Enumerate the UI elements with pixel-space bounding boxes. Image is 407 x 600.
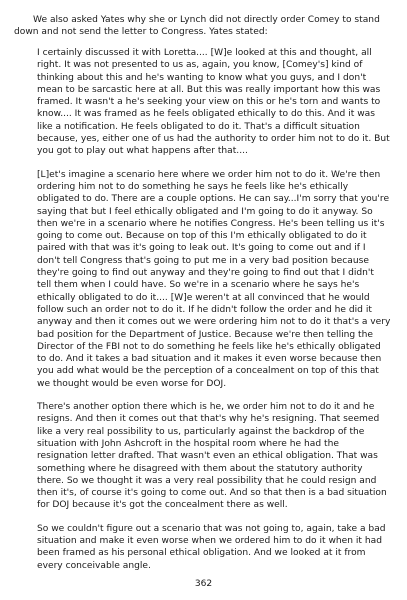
- quote-paragraph-3: There's another option there which is he, we order him not to do it and he resigns. And then it comes out that that's why he's resigning. That seemed like a very real possibility to us, particularly against the backdrop of the situation with John Ashcroft in the hospital room where he had the resignation letter drafted. That wasn't even an ethical obligation. That was something where he disagreed with them about the statutory authority there. So we thought it was a very real possibility that he could resign and then it's, of course it's going to come out. And so that then is a bad situation for DOJ because it's got the concealment there as well.: [37, 402, 387, 511]
- page-number: 362: [194, 579, 213, 589]
- intro-paragraph: We also asked Yates why she or Lynch did not directly order Comey to stand down and not send the letter to Congress. Yates stated:: [14, 15, 380, 38]
- quote-paragraph-4: So we couldn't figure out a scenario that was not going to, again, take a bad situation and make it even worse when we ordered him to do it when it had been framed as his personal ethical obligation. And we looked at it from every conceivable angle.: [37, 523, 386, 571]
- block-quote: [37, 47, 391, 583]
- quote-paragraph-1: I certainly discussed it with Loretta.... [W]e looked at this and thought, all right. It was not presented to us as, again, you know, [Comey's] kind of thinking about this and he's wanting to know what you guys, and I don't mean to be sarcastic here at all. But this was really important how this was framed. It wasn't a he's seeking your view on this or he's torn and wants to know.... It was framed as he feels obligated ethically to do this. And it was like a notification. He feels obligated to do it. That's a difficult situation because, yes, either one of us had the authority to order him not to do it. But you got to play out what happens after that....: [37, 48, 390, 157]
- quote-paragraph-2: [L]et's imagine a scenario here where we order him not to do it. We're then ordering him not to do something he says he feels like he's ethically obligated to do. There are a couple options. He can say...I'm sorry that you're saying that but I feel ethically obligated and I'm going to do it anyway. So then we're in a scenario where he notifies Congress. He's been telling us it's going to come out. Because on top of this I'm ethically obligated to do it paired with that was it's going to leak out. It's going to come out and if I don't tell Congress that's going to put me in a very bad position because they're going to find out anyway and they're going to find out that I didn't tell them when I could have. So we're in a scenario where he says he's ethically obligated to do it.... [W]e weren't at all convinced that he would follow such an order not to do it. If he didn't follow the order and he did it anyway and then it comes out we were ordering him not to do it that's a very bad position for the Department of Justice. Because we're then telling the Director of the FBI not to do something he feels like he's ethically obligated to do. And it takes a bad situation and it makes it even worse because then you add what would be the perception of a concealment on top of this that we thought would be even worse for DOJ.: [37, 169, 391, 389]
